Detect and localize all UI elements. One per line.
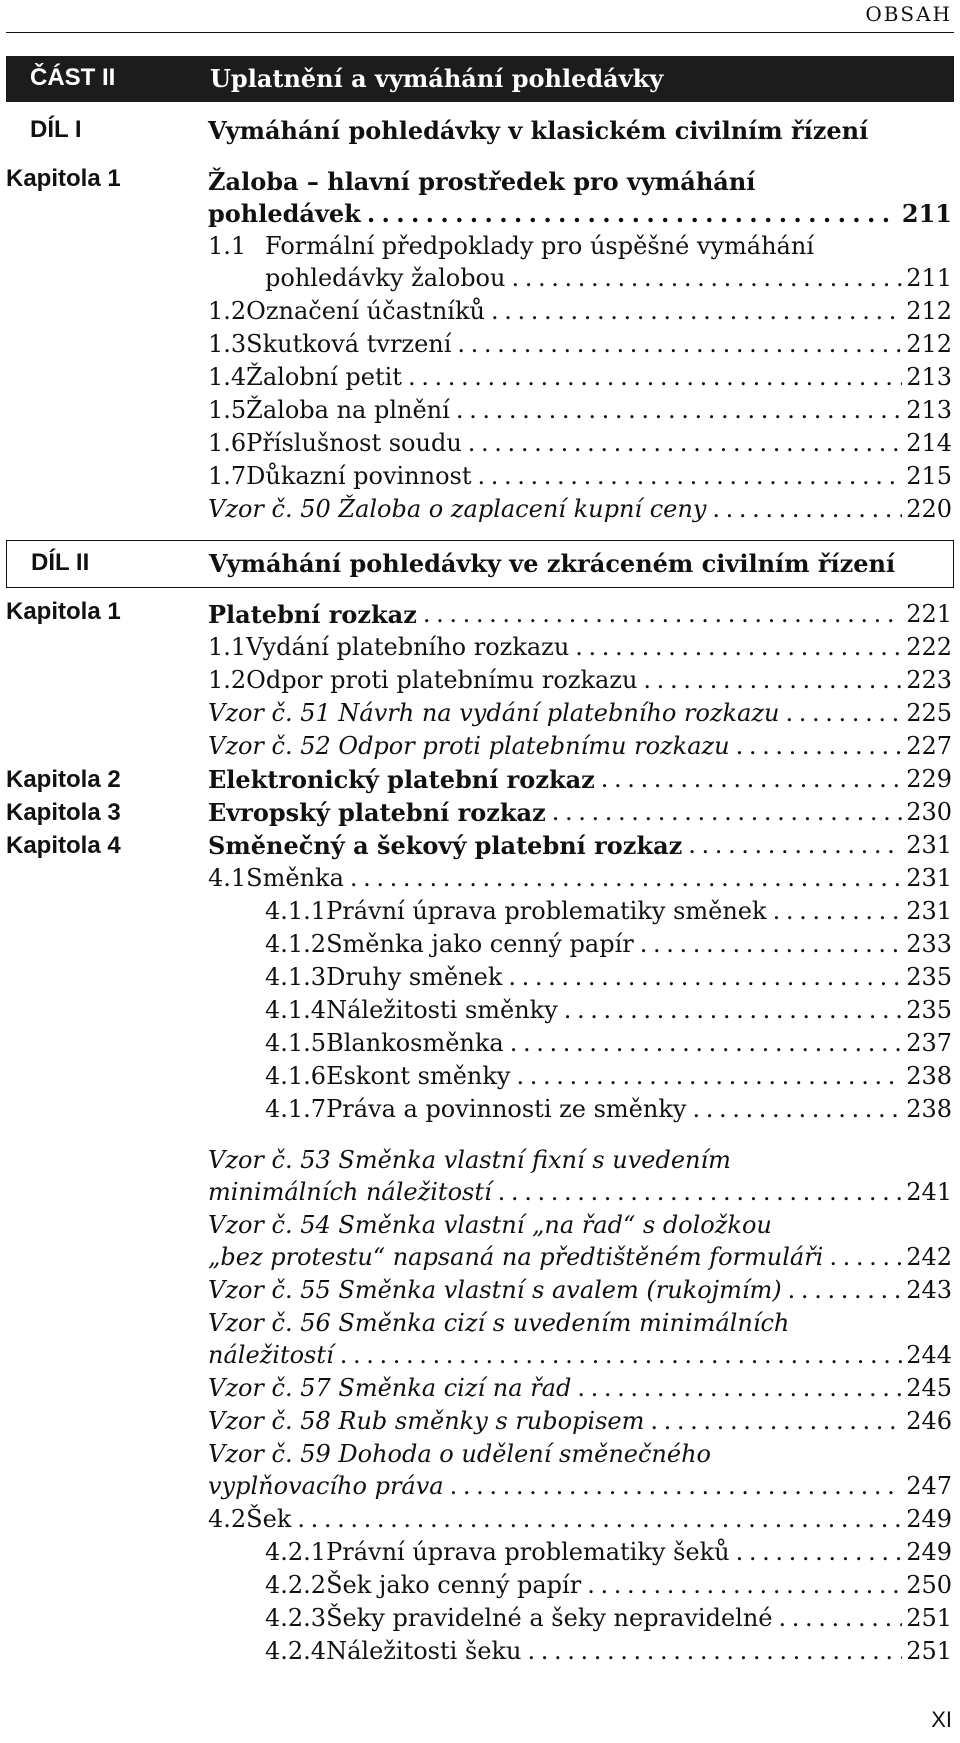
toc-entry: [265, 895, 952, 928]
page-number: 231: [906, 831, 952, 859]
toc-entry: [208, 361, 952, 394]
toc-entry: [265, 1635, 952, 1668]
kapitola-label: Kapitola 2: [6, 766, 121, 793]
toc-entry: [208, 1241, 952, 1274]
toc-entry-title: Vzor č. 50 Žaloba o zaplacení kupní ceny: [208, 495, 707, 523]
section-number: 1.4: [208, 363, 247, 391]
page-number: 211: [906, 264, 952, 292]
toc-entry-title: Šeky pravidelné a šeky nepravidelné: [326, 1604, 773, 1632]
page-number: 231: [906, 897, 952, 925]
section-number: 1.1: [208, 232, 247, 260]
toc-entry-line: Vzor č. 54 Směnka vlastní „na řad“ s doložkou: [208, 1211, 772, 1239]
toc-entry-title: Eskont směnky: [326, 1062, 511, 1090]
toc-entry-line: Vzor č. 56 Směnka cizí s uvedením minimálních: [208, 1309, 790, 1337]
running-header: OBSAH: [865, 2, 952, 26]
page-number: 243: [906, 1276, 952, 1304]
toc-entry: [208, 763, 952, 796]
toc-entry-title: Náležitosti směnky: [326, 996, 558, 1024]
toc-entry: [208, 460, 952, 493]
section-number: 4.1: [208, 864, 247, 892]
toc-entry-title: Směnka: [246, 864, 344, 892]
section-number: 1.5: [208, 396, 247, 424]
toc-entry: [208, 730, 952, 763]
toc-entry: [208, 197, 952, 230]
toc-entry: [265, 928, 952, 961]
page-number: 244: [906, 1341, 952, 1369]
toc-entry-title: Šek jako cenný papír: [326, 1571, 582, 1599]
dot-leader: [546, 796, 902, 829]
dot-leader: [502, 961, 902, 994]
part-bar: [6, 56, 954, 102]
page-number: 230: [906, 798, 952, 826]
toc-entry-title: Vzor č. 58 Rub směnky s rubopisem: [208, 1407, 645, 1435]
toc-entry: [208, 1274, 952, 1307]
toc-entry: [208, 697, 952, 730]
page-number: 227: [906, 732, 952, 760]
page-number: 212: [906, 297, 952, 325]
section-number: 4.1.3: [265, 963, 327, 991]
part-label: ČÁST II: [30, 64, 116, 91]
toc-entry: [208, 1339, 952, 1372]
page-number: 211: [901, 199, 952, 228]
kapitola-label: Kapitola 3: [6, 799, 121, 826]
toc-entry-title: Žaloba na plnění: [246, 396, 450, 424]
page-number: 250: [906, 1571, 952, 1599]
dot-leader: [417, 598, 902, 631]
dot-leader: [485, 295, 902, 328]
page-number: 233: [906, 930, 952, 958]
toc-entry-title: Blankosměnka: [326, 1029, 504, 1057]
dot-leader: [521, 1635, 902, 1668]
page-number: 238: [906, 1095, 952, 1123]
toc-entry: [208, 1405, 952, 1438]
section-number: 4.2.1: [265, 1538, 327, 1566]
dot-leader: [706, 493, 902, 526]
toc-entry: [208, 427, 952, 460]
toc-entry-title: Směnka jako cenný papír: [326, 930, 634, 958]
dot-leader: [637, 664, 902, 697]
dil2-label: DÍL II: [31, 549, 90, 576]
dot-leader: [823, 1241, 902, 1274]
section-number: 4.1.5: [265, 1029, 327, 1057]
toc-entry: [208, 829, 952, 862]
dot-leader: [334, 1339, 902, 1372]
dot-leader: [634, 928, 902, 961]
toc-entry-title: Právní úprava problematiky šeků: [326, 1538, 730, 1566]
dot-leader: [504, 1027, 902, 1060]
toc-entry: [208, 631, 952, 664]
kapitola-label: Kapitola 4: [6, 832, 121, 859]
header-rule: [6, 32, 954, 33]
dot-leader: [569, 631, 902, 664]
toc-entry: [208, 862, 952, 895]
page-number: 221: [906, 600, 952, 628]
kapitola-label: Kapitola 1: [6, 598, 121, 625]
page-number: 220: [906, 495, 952, 523]
page-number: 241: [906, 1178, 952, 1206]
toc-entry-title: Platební rozkaz: [208, 600, 417, 629]
toc-entry-title: Příslušnost soudu: [246, 429, 462, 457]
toc-entry-title: Práva a povinnosti ze směnky: [326, 1095, 687, 1123]
toc-entry-title: vyplňovacího práva: [208, 1472, 444, 1500]
dot-leader: [344, 862, 902, 895]
dot-leader: [472, 460, 903, 493]
toc-entry: [208, 1176, 952, 1209]
section-number: 4.2.3: [265, 1604, 327, 1632]
page-number: 249: [906, 1538, 952, 1566]
dot-leader: [402, 361, 902, 394]
toc-entry: [265, 1027, 952, 1060]
toc-entry-title: Druhy směnek: [326, 963, 503, 991]
toc-entry-line: Žaloba – hlavní prostředek pro vymáhání: [208, 167, 756, 196]
section-number: 4.1.6: [265, 1062, 327, 1090]
dot-leader: [510, 1060, 902, 1093]
toc-entry: [208, 394, 952, 427]
dot-leader: [444, 1470, 903, 1503]
section-number: 4.2.2: [265, 1571, 327, 1599]
toc-entry-title: pohledávek: [208, 199, 361, 228]
dot-leader: [505, 262, 902, 295]
page-number: 223: [906, 666, 952, 694]
page-number: 231: [906, 864, 952, 892]
dot-leader: [730, 730, 903, 763]
toc-entry: [265, 961, 952, 994]
dot-leader: [730, 1536, 903, 1569]
toc-entry-title: Právní úprava problematiky směnek: [326, 897, 767, 925]
toc-entry-title: minimálních náležitostí: [208, 1178, 492, 1206]
page-number: 235: [906, 996, 952, 1024]
toc-entry-title: Elektronický platební rozkaz: [208, 765, 595, 794]
dil1-label: DÍL I: [30, 116, 82, 143]
toc-entry-title: Vzor č. 55 Směnka vlastní s avalem (rukojmím): [208, 1276, 782, 1304]
dot-leader: [451, 328, 902, 361]
page-number: 235: [906, 963, 952, 991]
toc-entry: [208, 328, 952, 361]
section-number: 4.2: [208, 1505, 247, 1533]
toc-entry-title: Vydání platebního rozkazu: [246, 633, 570, 661]
page-number: 213: [906, 396, 952, 424]
page-number: 214: [906, 429, 952, 457]
toc-entry: [208, 796, 952, 829]
toc-entry-title: Šek: [246, 1505, 292, 1533]
dil2-title: Vymáhání pohledávky ve zkráceném civilním řízení: [209, 549, 896, 578]
page-number: 246: [906, 1407, 952, 1435]
toc-entry-title: Žalobní petit: [246, 363, 402, 391]
dot-leader: [558, 994, 902, 1027]
toc-entry: [265, 994, 952, 1027]
dot-leader: [644, 1405, 902, 1438]
toc-entry-line: Vzor č. 59 Dohoda o udělení směnečného: [208, 1440, 711, 1468]
section-number: 1.7: [208, 462, 247, 490]
section-number: 1.3: [208, 330, 247, 358]
toc-entry: [208, 664, 952, 697]
dil1-heading: [6, 108, 954, 154]
toc-entry-title: Směnečný a šekový platební rozkaz: [208, 831, 683, 860]
toc-entry-title: Skutková tvrzení: [246, 330, 452, 358]
page-number: 213: [906, 363, 952, 391]
dil1-title: Vymáhání pohledávky v klasickém civilním řízení: [208, 116, 869, 145]
dot-leader: [361, 197, 898, 230]
kapitola-label: Kapitola 1: [6, 165, 121, 192]
section-number: 1.6: [208, 429, 247, 457]
section-number: 4.1.7: [265, 1095, 327, 1123]
dot-leader: [782, 1274, 903, 1307]
page-number: 247: [906, 1472, 952, 1500]
page-number: 237: [906, 1029, 952, 1057]
page-number: 222: [906, 633, 952, 661]
dot-leader: [291, 1503, 902, 1536]
toc-entry-title: Vzor č. 51 Návrh na vydání platebního rozkazu: [208, 699, 780, 727]
toc-entry: [208, 1470, 952, 1503]
toc-entry-line: Vzor č. 53 Směnka vlastní fixní s uvedením: [208, 1146, 731, 1174]
page-number: 251: [906, 1637, 952, 1665]
dot-leader: [780, 697, 903, 730]
toc-entry-title: pohledávky žalobou: [265, 264, 506, 292]
toc-entry-title: „bez protestu“ napsaná na předtištěném formuláři: [208, 1243, 824, 1271]
page-number: 251: [906, 1604, 952, 1632]
toc-entry-line: Formální předpoklady pro úspěšné vymáhání: [265, 232, 814, 260]
toc-entry: [265, 1093, 952, 1126]
dot-leader: [595, 763, 902, 796]
dot-leader: [571, 1372, 902, 1405]
dot-leader: [462, 427, 902, 460]
section-number: 1.2: [208, 297, 247, 325]
toc-entry: [208, 1503, 952, 1536]
section-number: 1.1: [208, 633, 247, 661]
toc-entry-title: Vzor č. 57 Směnka cizí na řad: [208, 1374, 572, 1402]
dot-leader: [686, 1093, 902, 1126]
toc-entry-title: Náležitosti šeku: [326, 1637, 522, 1665]
dot-leader: [581, 1569, 902, 1602]
dil2-heading: [6, 540, 954, 588]
toc-entry: [265, 1536, 952, 1569]
toc-entry: [265, 1060, 952, 1093]
page-number: 215: [906, 462, 952, 490]
page-number: 245: [906, 1374, 952, 1402]
section-number: 4.2.4: [265, 1637, 327, 1665]
toc-entry-title: Odpor proti platebnímu rozkazu: [246, 666, 638, 694]
section-number: 4.1.1: [265, 897, 327, 925]
page-number: 225: [906, 699, 952, 727]
part-title: Uplatnění a vymáhání pohledávky: [210, 64, 664, 93]
dot-leader: [450, 394, 902, 427]
toc-entry: [208, 598, 952, 631]
section-number: 1.2: [208, 666, 247, 694]
page-number: 229: [906, 765, 952, 793]
dot-leader: [682, 829, 902, 862]
section-number: 4.1.2: [265, 930, 327, 958]
dot-leader: [492, 1176, 903, 1209]
toc-entry: [208, 295, 952, 328]
toc-entry-title: náležitostí: [208, 1341, 334, 1369]
toc-entry: [265, 1602, 952, 1635]
toc-entry-title: Důkazní povinnost: [246, 462, 472, 490]
toc-entry-title: Označení účastníků: [246, 297, 485, 325]
dot-leader: [773, 1602, 903, 1635]
page-number: 238: [906, 1062, 952, 1090]
toc-entry-title: Evropský platební rozkaz: [208, 798, 546, 827]
page-number: 249: [906, 1505, 952, 1533]
toc-entry: [265, 262, 952, 295]
toc-entry: [208, 1372, 952, 1405]
toc-entry: [265, 1569, 952, 1602]
page-folio: XI: [931, 1707, 952, 1732]
page-number: 242: [906, 1243, 952, 1271]
page-number: 212: [906, 330, 952, 358]
section-number: 4.1.4: [265, 996, 327, 1024]
toc-entry-title: Vzor č. 52 Odpor proti platebnímu rozkazu: [208, 732, 730, 760]
dot-leader: [767, 895, 903, 928]
toc-entry: [208, 493, 952, 526]
